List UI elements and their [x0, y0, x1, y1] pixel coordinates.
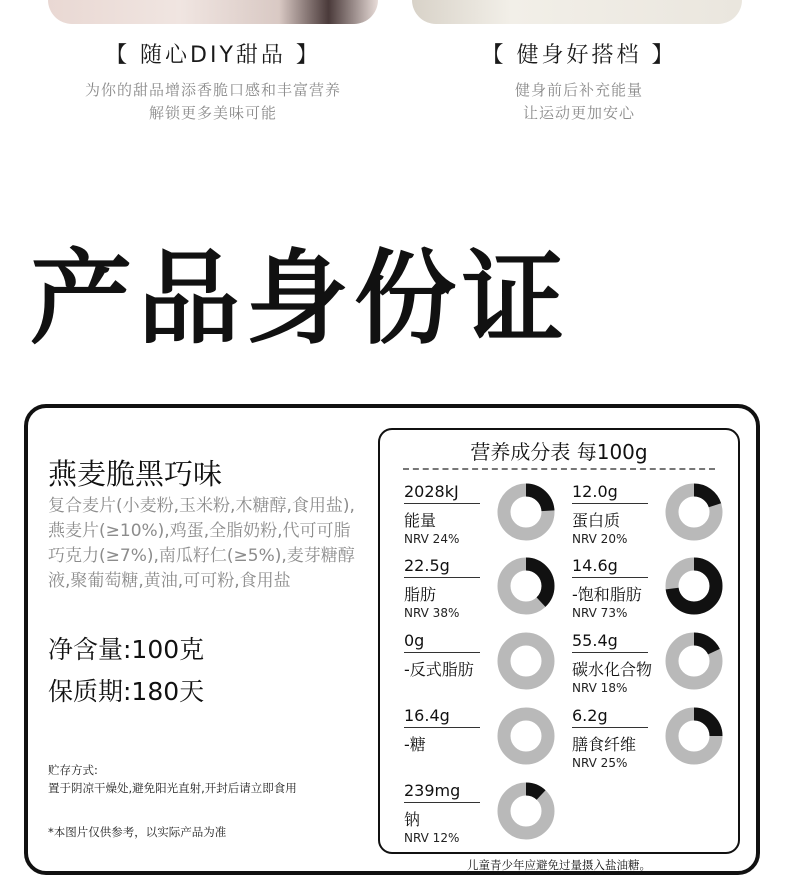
nutrition-value: 2028kJ [404, 482, 459, 501]
nrv-ring-chart [664, 631, 724, 691]
storage-info [48, 761, 297, 797]
value-underline [404, 727, 480, 728]
nrv-ring-chart [664, 482, 724, 542]
nutrition-value: 0g [404, 631, 425, 650]
nutrition-name: 钠 [404, 810, 421, 829]
storage-label: 贮存方式: [48, 763, 98, 777]
nrv-ring-chart [496, 631, 556, 691]
nutrition-value: 16.4g [404, 706, 450, 725]
product-name: 燕麦脆黑巧味 [48, 457, 223, 491]
nutrition-name: 脂肪 [404, 585, 437, 604]
feature-desc-line: 健身前后补充能量 [514, 81, 643, 99]
nutrition-item [572, 556, 732, 628]
nutrition-divider [403, 468, 715, 470]
nutrition-name: 能量 [404, 511, 437, 530]
value-underline [404, 577, 480, 578]
nutrition-nrv: NRV 25% [572, 756, 628, 770]
nutrition-name: -糖 [404, 735, 426, 754]
nutrition-value: 6.2g [572, 706, 608, 725]
nutrition-nrv: NRV 24% [404, 532, 460, 546]
feature-desc [43, 79, 383, 125]
ingredients-text: 复合麦片(小麦粉,玉米粉,木糖醇,食用盐),燕麦片(≥10%),鸡蛋,全脂奶粉,代可可脂巧克力(≥7%),南瓜籽仁(≥5%),麦芽糖醇液,聚葡萄糖,黄油,可可粉,食用盐 [48, 496, 355, 591]
dessert-photo [48, 0, 378, 24]
feature-title: 【 健身好搭档 】 [481, 43, 677, 68]
ring-track [504, 789, 548, 833]
nutrition-item [404, 482, 564, 554]
health-note: 儿童青少年应避免过量摄入盐油糖。 [467, 858, 651, 872]
feature-diy-dessert [43, 38, 383, 125]
nutrition-nrv: NRV 12% [404, 831, 460, 845]
nrv-ring-chart [496, 706, 556, 766]
feature-desc [409, 79, 749, 125]
feature-desc-line: 解锁更多美味可能 [148, 104, 277, 122]
ring-track [504, 714, 548, 758]
nrv-ring-chart [664, 556, 724, 616]
nutrition-title: 营养成分表 每100g [470, 440, 648, 464]
nutrition-name: 碳水化合物 [572, 660, 653, 679]
nutrition-nrv: NRV 73% [572, 606, 628, 620]
nutrition-value: 14.6g [572, 556, 618, 575]
nutrition-name: -反式脂肪 [404, 660, 474, 679]
nutrition-item [404, 556, 564, 628]
storage-text: 置于阴凉干燥处,避免阳光直射,开封后请立即食用 [48, 781, 297, 795]
page-title: 产品身份证 [30, 240, 570, 359]
value-underline [404, 652, 480, 653]
nutrition-item [404, 631, 564, 703]
nrv-ring-chart [496, 556, 556, 616]
shelf-life: 保质期:180天 [48, 677, 205, 706]
value-underline [404, 802, 480, 803]
nutrition-nrv: NRV 38% [404, 606, 460, 620]
nutrition-value: 22.5g [404, 556, 450, 575]
feature-desc-line: 让运动更加安心 [522, 104, 635, 122]
nutrition-name: 蛋白质 [572, 511, 621, 530]
nrv-ring-chart [496, 482, 556, 542]
nutrition-item [404, 781, 564, 853]
feature-fitness [409, 38, 749, 125]
feature-title: 【 随心DIY甜品 】 [105, 43, 321, 68]
nutrition-item [404, 706, 564, 778]
fitness-photo [412, 0, 742, 24]
nutrition-value: 239mg [404, 781, 461, 800]
value-underline [404, 503, 480, 504]
nutrition-name: 膳食纤维 [572, 735, 637, 754]
nutrition-value: 55.4g [572, 631, 618, 650]
feature-desc-line: 为你的甜品增添香脆口感和丰富营养 [84, 81, 341, 99]
nutrition-item [572, 482, 732, 554]
nutrition-name: -饱和脂肪 [572, 585, 642, 604]
nrv-ring-chart [664, 706, 724, 766]
value-underline [572, 577, 648, 578]
nutrition-value: 12.0g [572, 482, 618, 501]
value-underline [572, 503, 648, 504]
disclaimer: *本图片仅供参考，以实际产品为准 [48, 825, 227, 839]
nrv-ring-chart [496, 781, 556, 841]
nutrition-item [572, 631, 732, 703]
net-weight: 净含量:100克 [48, 635, 205, 664]
nutrition-nrv: NRV 18% [572, 681, 628, 695]
value-underline [572, 727, 648, 728]
nutrition-item [572, 706, 732, 778]
ring-track [504, 639, 548, 683]
nutrition-nrv: NRV 20% [572, 532, 628, 546]
value-underline [572, 652, 648, 653]
